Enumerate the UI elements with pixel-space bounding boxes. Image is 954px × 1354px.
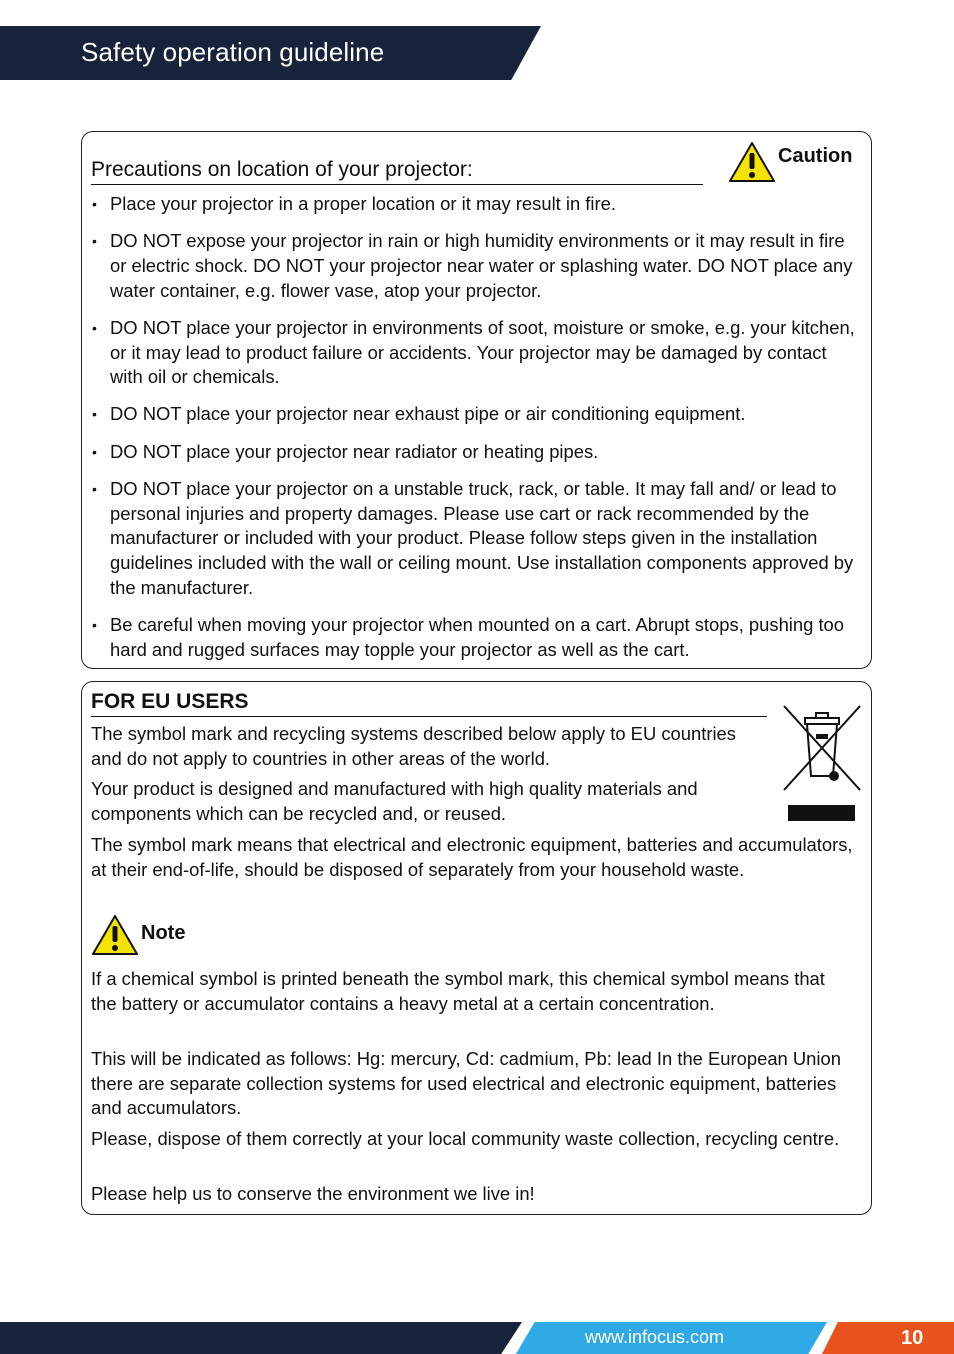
list-item: • Place your projector in a proper location or it may result in fire. — [90, 192, 862, 217]
footer-website-link[interactable]: www.infocus.com — [585, 1327, 725, 1347]
note-label-group — [91, 914, 185, 956]
eu-paragraph: If a chemical symbol is printed beneath the symbol mark, this chemical symbol means that the battery or accumulator contains a heavy metal at a certain concentration. — [91, 968, 825, 1014]
eu-section-title: FOR EU USERS — [91, 690, 767, 717]
eu-paragraph: The symbol mark and recycling systems described below apply to EU countries and do not apply to countries in other areas of the world. — [91, 723, 736, 769]
footer-band-dark — [0, 1322, 522, 1354]
list-item: • Be careful when moving your projector when mounted on a cart. Abrupt stops, pushing too hard and rugged surfaces may topple your projector as well as the cart. — [90, 613, 862, 662]
location-precautions-box — [81, 131, 872, 669]
location-precautions-list — [90, 192, 862, 675]
warning-triangle-icon — [728, 141, 776, 183]
caution-label: Caution — [778, 144, 853, 167]
page-number: 10 — [901, 1327, 924, 1349]
list-item: • DO NOT place your projector in environments of soot, moisture or smoke, e.g. your kitchen, or it may lead to product failure or accidents. Your projector may be damaged by contact with oil or chemicals. — [90, 316, 862, 390]
crossed-out-wheelie-bin-icon — [782, 704, 862, 792]
list-item: • DO NOT place your projector on a unstable truck, rack, or table. It may fall and/ or lead to personal injuries and property damages. Please use cart or rack recommended by the manufacturer or included with your product. Please follow steps given in the installation guidelines included with the wall or ceiling mount. Use installation components approved by the manufacturer. — [90, 477, 862, 601]
note-label: Note — [141, 921, 186, 944]
caution-label-group — [728, 141, 852, 183]
location-section-title: Precautions on location of your projector: — [91, 158, 703, 185]
page-title: Safety operation guideline — [81, 37, 385, 67]
weee-underline-bar — [788, 805, 855, 821]
eu-paragraph: The symbol mark means that electrical and electronic equipment, batteries and accumulators, at their end-of-life, should be disposed of separately from your household waste. — [91, 834, 853, 880]
footer-band-orange — [822, 1322, 954, 1354]
eu-paragraph: Please help us to conserve the environment we live in! — [91, 1183, 535, 1204]
eu-paragraph: Please, dispose of them correctly at your local community waste collection, recycling centre. — [91, 1128, 840, 1149]
eu-paragraph: Your product is designed and manufactured with high quality materials and components which can be recycled and, or reused. — [91, 778, 698, 824]
list-item: • DO NOT place your projector near radiator or heating pipes. — [90, 440, 862, 465]
eu-paragraph: This will be indicated as follows: Hg: mercury, Cd: cadmium, Pb: lead In the European Union there are separate collection systems for used electrical and electronic equipment, batteries and accumulators. — [91, 1048, 841, 1119]
list-item: • DO NOT expose your projector in rain or high humidity environments or it may result in fire or electric shock. DO NOT your projector near water or splashing water. DO NOT place any water container, e.g. flower vase, atop your projector. — [90, 229, 862, 303]
warning-triangle-icon — [91, 914, 139, 956]
eu-users-box — [81, 681, 872, 1215]
list-item: • DO NOT place your projector near exhaust pipe or air conditioning equipment. — [90, 402, 862, 427]
